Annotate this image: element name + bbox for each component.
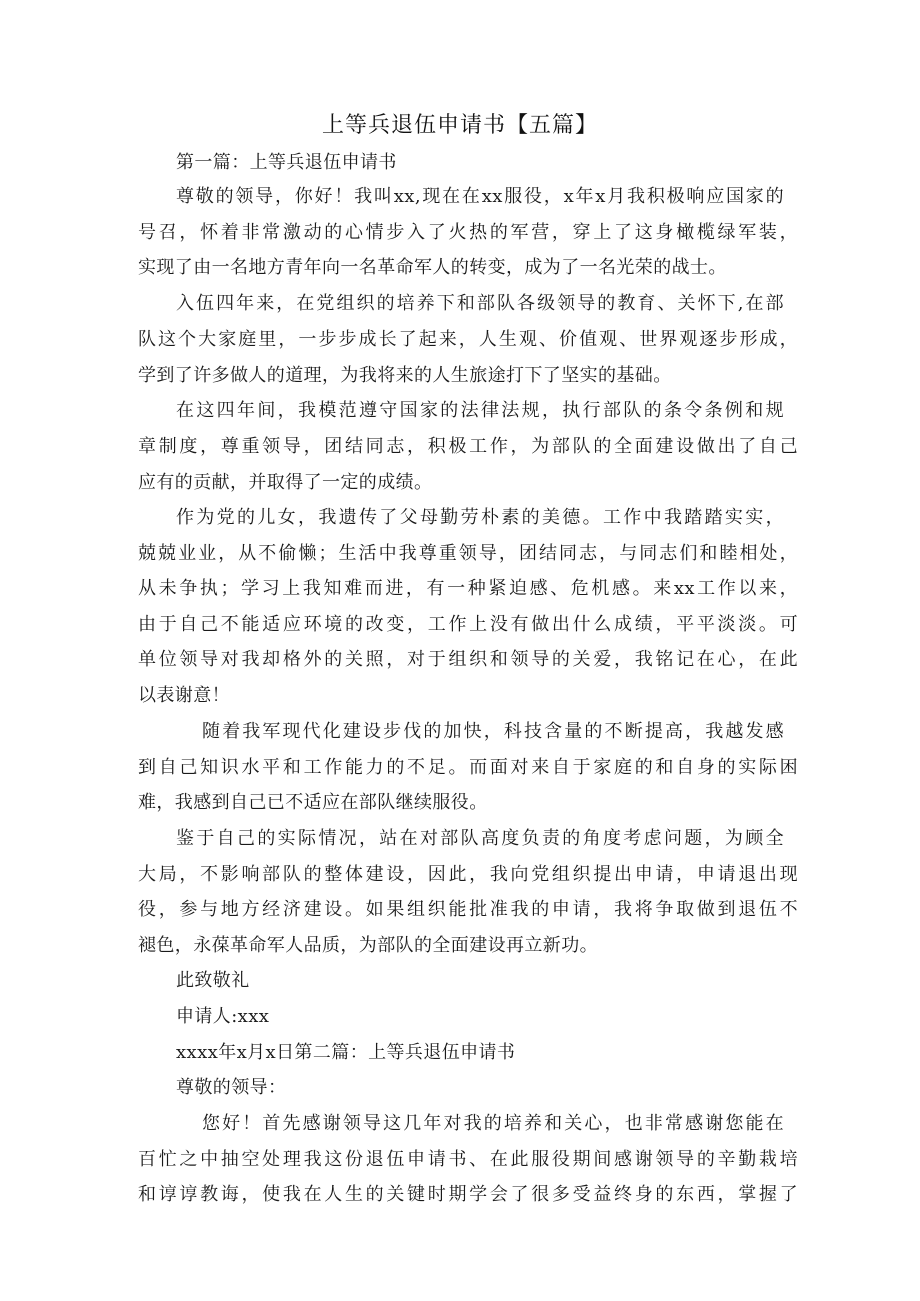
body-line: 单位领导对我却格外的关照，对于组织和领导的关爱，我铭记在心，在此	[138, 649, 798, 670]
body-line: 役，参与地方经济建设。如果组织能批准我的申请，我将争取做到退伍不	[138, 899, 798, 920]
body-line: 难，我感到自己已不适应在部队继续服役。	[138, 792, 488, 813]
body-line: 褪色，永葆革命军人品质，为部队的全面建设再立新功。	[138, 935, 598, 956]
body-line: 号召，怀着非常激动的心情步入了火热的军营，穿上了这身橄榄绿军装，	[138, 222, 798, 243]
body-line: 队这个大家庭里，一步步成长了起来，人生观、价值观、世界观逐步形成，	[138, 329, 798, 350]
applicant-line: 申请人:xxx	[176, 1006, 270, 1027]
body-line: 作为党的儿女，我遗传了父母勤劳朴素的美德。工作中我踏踏实实，	[176, 507, 784, 528]
date-and-section-heading-2: xxxx年x月x日第二篇：上等兵退伍申请书	[176, 1042, 516, 1063]
body-line: 您好！首先感谢领导这几年对我的培养和关心，也非常感谢您能在	[202, 1113, 784, 1134]
body-line: 学到了许多做人的道理，为我将来的人生旅途打下了坚实的基础。	[138, 365, 672, 386]
body-line: 以表谢意！	[138, 685, 230, 706]
body-line: 尊敬的领导，你好！我叫xx,现在在xx服役，x年x月我积极响应国家的	[176, 186, 784, 207]
body-line: 百忙之中抽空处理我这份退伍申请书、在此服役期间感谢领导的辛勤栽培	[138, 1149, 798, 1170]
body-line: 从未争执；学习上我知难而进，有一种紧迫感、危机感。来xx工作以来，	[138, 578, 798, 599]
body-line: 应有的贡献，并取得了一定的成绩。	[138, 472, 433, 493]
body-line: 在这四年间，我模范遵守国家的法律法规，执行部队的条令条例和规	[176, 400, 784, 421]
document-title: 上等兵退伍申请书【五篇】	[321, 113, 598, 138]
body-line: 和谆谆教诲，使我在人生的关键时期学会了很多受益终身的东西，掌握了	[138, 1184, 798, 1205]
body-line: 实现了由一名地方青年向一名革命军人的转变，成为了一名光荣的战士。	[138, 257, 727, 278]
body-line: 鉴于自己的实际情况，站在对部队高度负责的角度考虑问题，为顾全	[176, 828, 784, 849]
body-line: 入伍四年来，在党组织的培养下和部队各级领导的教育、关怀下,在部	[176, 293, 784, 314]
body-line: 由于自己不能适应环境的改变，工作上没有做出什么成绩，平平淡淡。可	[138, 614, 798, 635]
body-line: 大局，不影响部队的整体建设，因此，我向党组织提出申请，申请退出现	[138, 864, 798, 885]
body-line: 章制度，尊重领导，团结同志，积极工作，为部队的全面建设做出了自己	[138, 436, 798, 457]
section-heading-1: 第一篇：上等兵退伍申请书	[176, 152, 397, 173]
body-line: 兢兢业业，从不偷懒；生活中我尊重领导，团结同志，与同志们和睦相处，	[138, 543, 798, 564]
salutation: 尊敬的领导：	[176, 1077, 287, 1098]
body-line: 到自己知识水平和工作能力的不足。而面对来自于家庭的和自身的实际困	[138, 757, 798, 778]
closing-salutation: 此致敬礼	[176, 970, 250, 991]
body-line: 随着我军现代化建设步伐的加快，科技含量的不断提高，我越发感	[202, 721, 784, 742]
